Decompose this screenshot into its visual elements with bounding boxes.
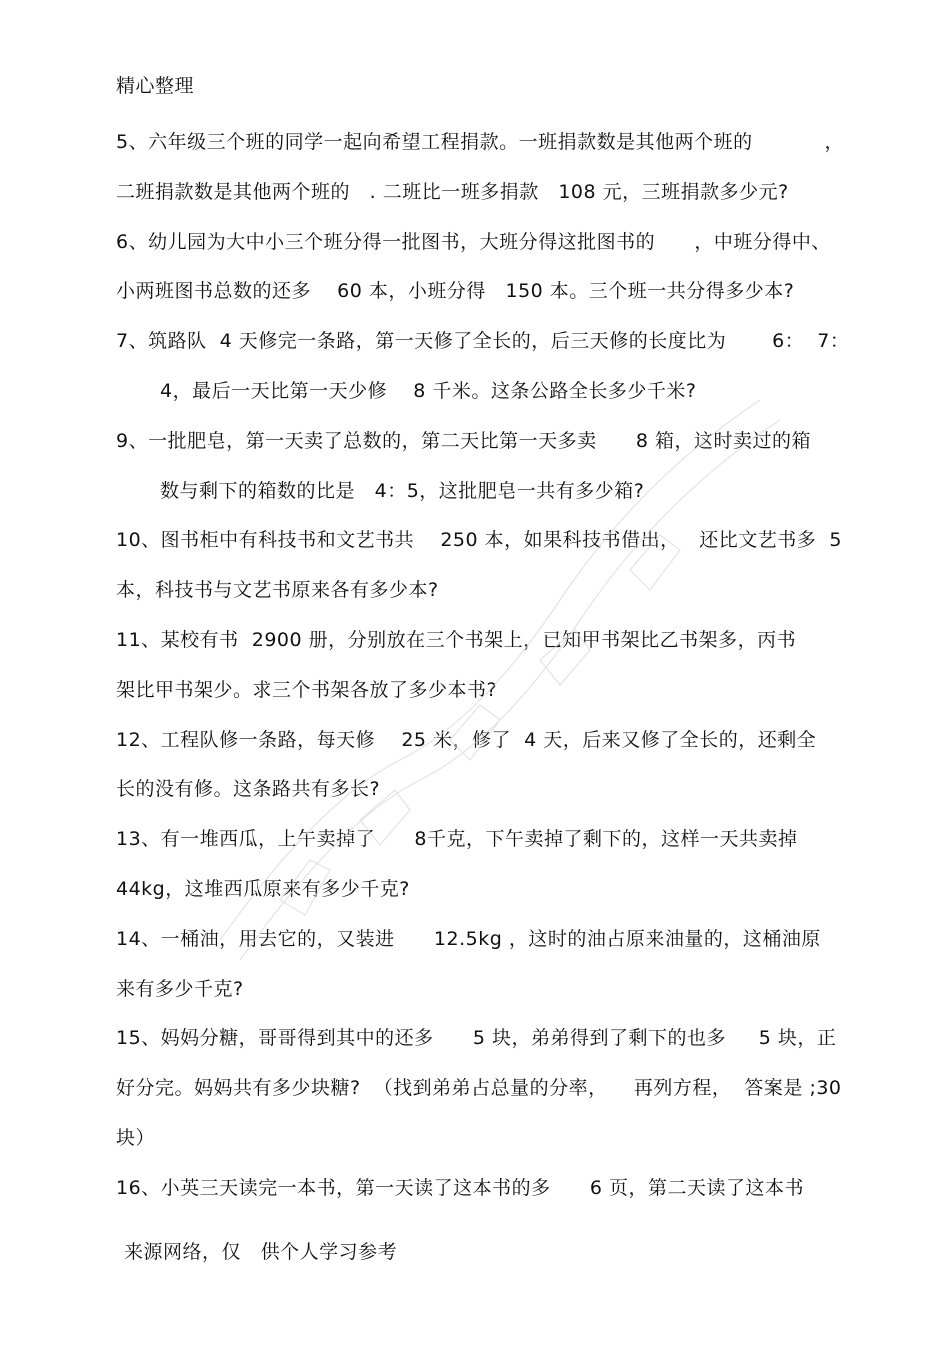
text-line: 4，最后一天比第一天少修 8 千米。这条公路全长多少千米? [160,380,697,402]
text-line: 10、图书柜中有科技书和文艺书共 250 本，如果科技书借出， 还比文艺书多 5 [116,529,842,551]
page-header: 精心整理 [116,75,195,97]
text-line: 好分完。妈妈共有多少块糖? （找到弟弟占总量的分率， 再列方程， 答案是 ;30 [116,1077,842,1099]
page-footer: 来源网络，仅 供个人学习参考 [124,1241,398,1263]
text-line: 9、一批肥皂，第一天卖了总数的，第二天比第一天多卖 8 箱，这时卖过的箱 [116,430,811,452]
text-line: 13、有一堆西瓜，上午卖掉了 8千克，下午卖掉了剩下的，这样一天共卖掉 [116,828,798,850]
text-line: 块） [116,1127,156,1149]
text-line: 小两班图书总数的还多 60 本，小班分得 150 本。三个班一共分得多少本? [116,280,795,302]
text-line: 7、筑路队 4 天修完一条路，第一天修了全长的，后三天修的长度比为 6： 7： [116,330,850,352]
text-line: 12、工程队修一条路，每天修 25 米，修了 4 天，后来又修了全长的，还剩全 [116,729,817,751]
text-line: 15、妈妈分糖，哥哥得到其中的还多 5 块，弟弟得到了剩下的也多 5 块，正 [116,1027,837,1049]
text-line: 来有多少千克? [116,978,244,1000]
text-line: 16、小英三天读完一本书，第一天读了这本书的多 6 页，第二天读了这本书 [116,1177,805,1199]
text-line: 数与剩下的箱数的比是 4：5，这批肥皂一共有多少箱? [160,480,645,502]
text-line: 11、某校有书 2900 册，分别放在三个书架上，已知甲书架比乙书架多，丙书 [116,629,797,651]
text-line: 二班捐款数是其他两个班的 . 二班比一班多捐款 108 元，三班捐款多少元? [116,181,789,203]
text-line: 本，科技书与文艺书原来各有多少本? [116,579,439,601]
text-line: 44kg，这堆西瓜原来有多少千克? [116,878,410,900]
text-line: 6、幼儿园为大中小三个班分得一批图书，大班分得这批图书的 ，中班分得中、 [116,231,831,253]
text-line: 5、六年级三个班的同学一起向希望工程捐款。一班捐款数是其他两个班的 ， [116,131,845,153]
text-line: 架比甲书架少。求三个书架各放了多少本书? [116,679,498,701]
text-line: 长的没有修。这条路共有多长? [116,778,381,800]
text-line: 14、一桶油，用去它的，又装进 12.5kg ，这时的油占原来油量的，这桶油原 [116,928,821,950]
